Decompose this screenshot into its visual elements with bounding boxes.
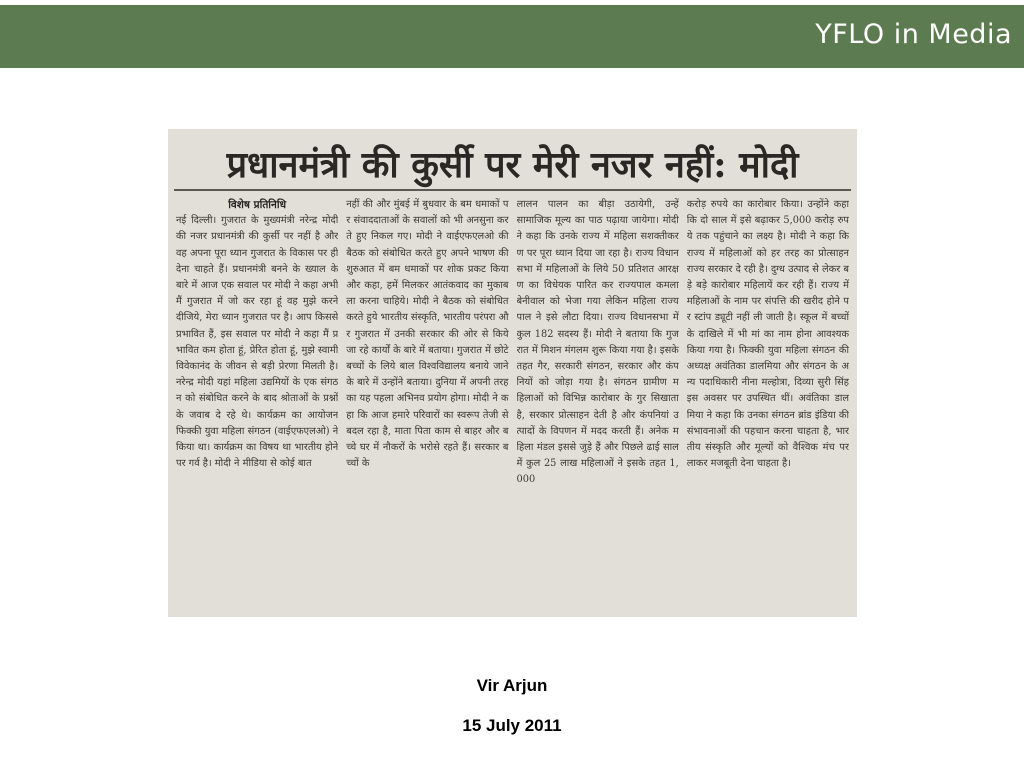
article-column-3 [517, 197, 679, 611]
clipping-headline: प्रधानमंत्री की कुर्सी पर मेरी नजर नहीं: मोदी [226, 144, 799, 186]
source-name: Vir Arjun [476, 676, 548, 695]
article-column-4 [687, 197, 849, 611]
article-column-2 [346, 197, 508, 611]
article-column-text: नई दिल्ली। गुजरात के मुख्यमंत्री नरेन्द्र मोदी की नजर प्रधानमंत्री की कुर्सी पर नहीं है और वह अपना पूरा ध्यान गुजरात के विकास पर ही देना चाहते हैं। प्रधानमंत्री बनने के ख्याल के बारे में आज एक सवाल पर मोदी ने कहा अभी मैं गुजरात में जो कर रहा हूं वह मुझे करने दीजिये, मेरा ध्यान गुजरात पर है। आप किससे प्रभावित हैं, इस सवाल पर मोदी ने कहा मैं प्रभावित कम होता हूं, प्रेरित होता हूं, मुझे स्वामी विवेकानंद के जीवन से बड़ी प्रेरणा मिलती है। नरेन्द्र मोदी यहां महिला उद्यमियों के एक संगठन को संबोधित करने के बाद श्रोताओं के प्रश्नों के जवाब दे रहे थे। कार्यक्रम का आयोजन फिक्की युवा महिला संगठन (वाईएफएलओ) ने किया था। कार्यक्रम का विषय था भारतीय होने पर गर्व है। मोदी ने मीडिया से कोई बात [176, 215, 339, 470]
article-column-text: करोड़ रुपये का कारोबार किया। उन्होंने कहा कि दो साल में इसे बढ़ाकर 5,000 करोड़ रुपये तक पहुंचाने का लक्ष्य है। मोदी ने कहा कि राज्य में महिलाओं को हर तरह का प्रोत्साहन राज्य सरकार दे रही है। दुग्ध उत्पाद से लेकर बड़े बड़े कारोबार महिलायें कर रही हैं। राज्य में महिलाओं के नाम पर संपत्ति की खरीद होने पर स्टांप ड्यूटी नहीं ली जाती है। स्कूल में बच्चों के दाखिले में भी मां का नाम होना आवश्यक किया गया है। फिक्की युवा महिला संगठन की अध्यक्ष अवंतिका डालमिया और संगठन के अन्य पदाधिकारी नीना मल्होत्रा, दिव्या सुरी सिंह इस अवसर पर उपस्थित थीं। अवंतिका डालमिया ने कहा कि उनका संगठन ब्रांड इंडिया की संभावनाओं की पहचान करना चाहता है, भारतीय संस्कृति और मूल्यों को वैश्विक मंच पर लाकर मजबूती देना चाहता है। [686, 199, 849, 470]
newspaper-clipping [168, 129, 857, 617]
article-column-1 [176, 197, 338, 611]
headline-divider [174, 189, 851, 191]
article-column-text: लालन पालन का बीड़ा उठायेगी, उन्हें सामाजिक मूल्य का पाठ पढ़ाया जायेगा। मोदी ने कहा कि उनके राज्य में महिला सशक्तीकरण पर पूरा ध्यान दिया जा रहा है। राज्य विधानसभा में महिलाओं के लिये 50 प्रतिशत आरक्षण का विधेयक पारित कर राज्यपाल कमला बेनीवाल को भेजा गया लेकिन महिला राज्यपाल ने इसे लौटा दिया। राज्य विधानसभा में कुल 182 सदस्य हैं। मोदी ने बताया कि गुजरात में मिशन मंगलम शुरू किया गया है। इसके तहत गैर, सरकारी संगठन, सरकार और कंपनियों को जोड़ा गया है। संगठन ग्रामीण महिलाओं को विभिन्न कारोबार के गुर सिखाता है, सरकार प्रोत्साहन देती है और कंपनियां उत्पादों के विपणन में मदद करती हैं। अनेक महिला मंडल इससे जुड़े हैं और पिछले ढाई साल में कुल 25 लाख महिलाओं ने इसके तहत 1,000 [516, 199, 679, 486]
slide-title: YFLO in Media [815, 19, 1012, 50]
article-column-text: नहीं की और मुंबई में बुधवार के बम धमाकों पर संवाददाताओं के सवालों को भी अनसुना करते हुए निकल गए। मोदी ने वाईएफएलओ की बैठक को संबोधित करते हुए अपने भाषण की शुरुआत में बम धमाकों पर शोक प्रकट किया और कहा, हमें मिलकर आतंकवाद का मुकाबला करना चाहिये। मोदी ने बैठक को संबोधित करते हुये भारतीय संस्कृति, भारतीय परंपरा और गुजरात में उनकी सरकार की ओर से किये जा रहे कार्यों के बारे में बताया। गुजरात में छोटे बच्चों के लिये बाल विश्वविद्यालय बनाये जाने के बारे में उन्होंने बताया। दुनिया में अपनी तरह का यह पहला अभिनव प्रयोग होगा। मोदी ने कहा कि आज हमारे परिवारों का स्वरूप तेजी से बदल रहा है, माता पिता काम से बाहर और बच्चे घर में नौकरों के भरोसे रहते हैं। सरकार बच्चों के [346, 199, 509, 470]
header-bar [0, 5, 1024, 68]
article-columns [176, 197, 849, 611]
article-byline: विशेष प्रतिनिधि [228, 199, 287, 211]
publication-date: 15 July 2011 [462, 716, 562, 735]
